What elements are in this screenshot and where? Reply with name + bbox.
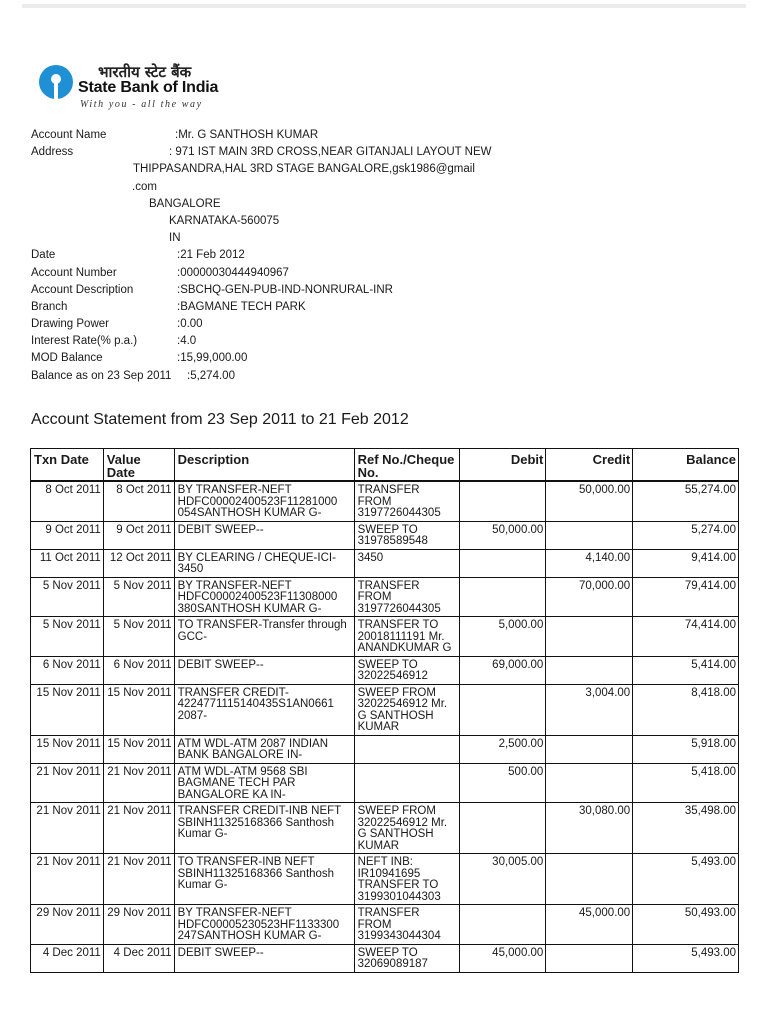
debit-cell bbox=[459, 577, 546, 617]
address-label: Address bbox=[31, 146, 74, 159]
address-line-1: THIPPASANDRA,HAL 3RD STAGE BANGALORE,gsk1986@gmail bbox=[133, 163, 475, 176]
debit-cell: 45,000.00 bbox=[459, 944, 546, 972]
balance-cell: 5,493.00 bbox=[633, 854, 739, 905]
table-row bbox=[31, 577, 739, 617]
debit-cell: 2,500.00 bbox=[459, 735, 546, 763]
txn-date-cell: 8 Oct 2011 bbox=[31, 481, 104, 521]
debit-cell: 500.00 bbox=[459, 763, 546, 803]
txn-date-cell: 6 Nov 2011 bbox=[31, 656, 104, 684]
description-cell: TO TRANSFER-INB NEFT SBINH11325168366 Santhosh Kumar G- bbox=[174, 854, 354, 905]
description-cell: BY TRANSFER-NEFT HDFC00002400523F11281000 054SANTHOSH KUMAR G- bbox=[174, 481, 354, 521]
value-date-cell: 9 Oct 2011 bbox=[103, 521, 174, 549]
debit-cell bbox=[459, 549, 546, 577]
balance-cell: 5,493.00 bbox=[633, 944, 739, 972]
credit-cell bbox=[546, 854, 633, 905]
txn-date-cell: 5 Nov 2011 bbox=[31, 617, 104, 657]
txn-date-cell: 9 Oct 2011 bbox=[31, 521, 104, 549]
credit-cell bbox=[546, 521, 633, 549]
account-name-label: Account Name bbox=[31, 129, 107, 141]
balance-cell: 74,414.00 bbox=[633, 617, 739, 657]
ref-cell: SWEEP TO 32022546912 bbox=[354, 656, 459, 684]
ref-cell: SWEEP FROM 32022546912 Mr. G SANTHOSH KUMAR bbox=[354, 803, 459, 854]
txn-date-cell: 15 Nov 2011 bbox=[31, 735, 104, 763]
address-state: KARNATAKA-560075 bbox=[169, 214, 280, 227]
ref-cell: SWEEP FROM 32022546912 Mr. G SANTHOSH KUMAR bbox=[354, 684, 459, 735]
table-row bbox=[31, 656, 739, 684]
value-date-cell: 29 Nov 2011 bbox=[103, 905, 174, 945]
table-row bbox=[31, 944, 739, 972]
opening-balance-value: :5,274.00 bbox=[187, 369, 235, 382]
credit-cell bbox=[546, 763, 633, 803]
ref-cell: 3450 bbox=[354, 549, 459, 577]
interest-rate-label: Interest Rate(% p.a.) bbox=[31, 335, 138, 348]
bank-tagline: With you - all the way bbox=[80, 99, 203, 110]
balance-cell: 9,414.00 bbox=[633, 549, 739, 577]
debit-cell: 30,005.00 bbox=[459, 854, 546, 905]
header-debit: Debit bbox=[459, 449, 546, 482]
address-country: IN bbox=[169, 232, 181, 245]
description-cell: TRANSFER CREDIT- 4224771115140435S1AN0661 2087- bbox=[174, 684, 354, 735]
bank-name: State Bank of India bbox=[78, 79, 219, 96]
debit-cell: 50,000.00 bbox=[459, 521, 546, 549]
address-city: BANGALORE bbox=[149, 197, 221, 210]
description-cell: DEBIT SWEEP-- bbox=[174, 944, 354, 972]
table-row bbox=[31, 617, 739, 657]
ref-cell: SWEEP TO 31978589548 bbox=[354, 521, 459, 549]
header-description: Description bbox=[174, 449, 354, 482]
table-row bbox=[31, 549, 739, 577]
debit-cell bbox=[459, 803, 546, 854]
table-row bbox=[31, 481, 739, 521]
sbi-logo bbox=[38, 62, 248, 118]
account-number-label: Account Number bbox=[31, 266, 117, 279]
statement-title: Account Statement from 23 Sep 2011 to 21 Feb 2012 bbox=[31, 411, 409, 428]
ref-cell bbox=[354, 735, 459, 763]
bank-hindi-name: भारतीय स्टेट बैंक bbox=[98, 63, 192, 81]
txn-date-cell: 15 Nov 2011 bbox=[31, 684, 104, 735]
header-value-date: Value Date bbox=[103, 449, 174, 482]
top-divider bbox=[22, 4, 746, 8]
debit-cell bbox=[459, 684, 546, 735]
ref-cell: SWEEP TO 32069089187 bbox=[354, 944, 459, 972]
header-ref-no: Ref No./Cheque No. bbox=[354, 449, 459, 482]
ref-cell: TRANSFER FROM 3197726044305 bbox=[354, 577, 459, 617]
txn-date-cell: 4 Dec 2011 bbox=[31, 944, 104, 972]
credit-cell: 70,000.00 bbox=[546, 577, 633, 617]
credit-cell: 45,000.00 bbox=[546, 905, 633, 945]
header-credit: Credit bbox=[546, 449, 633, 482]
balance-cell: 8,418.00 bbox=[633, 684, 739, 735]
interest-rate-value: :4.0 bbox=[177, 335, 197, 348]
mod-balance-value: :15,99,000.00 bbox=[177, 352, 248, 365]
credit-cell: 3,004.00 bbox=[546, 684, 633, 735]
value-date-cell: 21 Nov 2011 bbox=[103, 854, 174, 905]
balance-cell: 50,493.00 bbox=[633, 905, 739, 945]
address-value: : 971 IST MAIN 3RD CROSS,NEAR GITANJALI LAYOUT NEW bbox=[169, 146, 492, 159]
balance-cell: 5,274.00 bbox=[633, 521, 739, 549]
balance-cell: 5,414.00 bbox=[633, 656, 739, 684]
description-cell: ATM WDL-ATM 9568 SBI BAGMANE TECH PAR BANGALORE KA IN- bbox=[174, 763, 354, 803]
value-date-cell: 8 Oct 2011 bbox=[103, 481, 174, 521]
table-row bbox=[31, 735, 739, 763]
txn-date-cell: 21 Nov 2011 bbox=[31, 803, 104, 854]
description-cell: BY CLEARING / CHEQUE-ICI- 3450 bbox=[174, 549, 354, 577]
balance-cell: 5,918.00 bbox=[633, 735, 739, 763]
description-cell: BY TRANSFER-NEFT HDFC00005230523HF1133300 247SANTHOSH KUMAR G- bbox=[174, 905, 354, 945]
table-row bbox=[31, 854, 739, 905]
description-cell: DEBIT SWEEP-- bbox=[174, 656, 354, 684]
description-cell: TO TRANSFER-Transfer through GCC- bbox=[174, 617, 354, 657]
account-description-label: Account Description bbox=[31, 283, 134, 296]
drawing-power-value: :0.00 bbox=[177, 318, 203, 331]
value-date-cell: 21 Nov 2011 bbox=[103, 803, 174, 854]
value-date-cell: 12 Oct 2011 bbox=[103, 549, 174, 577]
credit-cell: 30,080.00 bbox=[546, 803, 633, 854]
table-row bbox=[31, 684, 739, 735]
date-label: Date bbox=[31, 249, 56, 262]
balance-cell: 55,274.00 bbox=[633, 481, 739, 521]
branch-value: :BAGMANE TECH PARK bbox=[177, 300, 306, 313]
table-row bbox=[31, 763, 739, 803]
ref-cell: TRANSFER FROM 3199343044304 bbox=[354, 905, 459, 945]
header-balance: Balance bbox=[633, 449, 739, 482]
value-date-cell: 4 Dec 2011 bbox=[103, 944, 174, 972]
value-date-cell: 21 Nov 2011 bbox=[103, 763, 174, 803]
credit-cell: 50,000.00 bbox=[546, 481, 633, 521]
balance-cell: 79,414.00 bbox=[633, 577, 739, 617]
balance-cell: 5,418.00 bbox=[633, 763, 739, 803]
transactions-table bbox=[30, 448, 739, 973]
account-number-value: :00000030444940967 bbox=[177, 266, 289, 279]
drawing-power-label: Drawing Power bbox=[31, 318, 109, 331]
address-line-2: .com bbox=[132, 180, 157, 193]
description-cell: ATM WDL-ATM 2087 INDIAN BANK BANGALORE IN- bbox=[174, 735, 354, 763]
value-date-cell: 15 Nov 2011 bbox=[103, 684, 174, 735]
header-txn-date: Txn Date bbox=[31, 449, 104, 482]
table-row bbox=[31, 521, 739, 549]
debit-cell bbox=[459, 481, 546, 521]
date-value: :21 Feb 2012 bbox=[177, 249, 245, 262]
branch-label: Branch bbox=[31, 300, 68, 313]
txn-date-cell: 29 Nov 2011 bbox=[31, 905, 104, 945]
txn-date-cell: 11 Oct 2011 bbox=[31, 549, 104, 577]
ref-cell: TRANSFER TO 20018111191 Mr. ANANDKUMAR G bbox=[354, 617, 459, 657]
sbi-keyhole-icon bbox=[38, 64, 74, 100]
description-cell: TRANSFER CREDIT-INB NEFT SBINH11325168366 Santhosh Kumar G- bbox=[174, 803, 354, 854]
table-row bbox=[31, 905, 739, 945]
txn-date-cell: 21 Nov 2011 bbox=[31, 854, 104, 905]
credit-cell bbox=[546, 617, 633, 657]
debit-cell: 69,000.00 bbox=[459, 656, 546, 684]
opening-balance-label: Balance as on 23 Sep 2011 bbox=[31, 369, 172, 382]
account-name-value: :Mr. G SANTHOSH KUMAR bbox=[175, 129, 319, 141]
description-cell: DEBIT SWEEP-- bbox=[174, 521, 354, 549]
value-date-cell: 5 Nov 2011 bbox=[103, 617, 174, 657]
credit-cell bbox=[546, 735, 633, 763]
account-description-value: :SBCHQ-GEN-PUB-IND-NONRURAL-INR bbox=[177, 283, 393, 296]
description-cell: BY TRANSFER-NEFT HDFC00002400523F11308000 380SANTHOSH KUMAR G- bbox=[174, 577, 354, 617]
value-date-cell: 5 Nov 2011 bbox=[103, 577, 174, 617]
value-date-cell: 15 Nov 2011 bbox=[103, 735, 174, 763]
mod-balance-label: MOD Balance bbox=[31, 352, 103, 365]
ref-cell: NEFT INB: IR10941695 TRANSFER TO 3199301044303 bbox=[354, 854, 459, 905]
credit-cell bbox=[546, 944, 633, 972]
table-row bbox=[31, 803, 739, 854]
ref-cell bbox=[354, 763, 459, 803]
txn-date-cell: 21 Nov 2011 bbox=[31, 763, 104, 803]
debit-cell bbox=[459, 905, 546, 945]
credit-cell: 4,140.00 bbox=[546, 549, 633, 577]
ref-cell: TRANSFER FROM 3197726044305 bbox=[354, 481, 459, 521]
debit-cell: 5,000.00 bbox=[459, 617, 546, 657]
value-date-cell: 6 Nov 2011 bbox=[103, 656, 174, 684]
table-header-row bbox=[31, 449, 739, 482]
credit-cell bbox=[546, 656, 633, 684]
balance-cell: 35,498.00 bbox=[633, 803, 739, 854]
txn-date-cell: 5 Nov 2011 bbox=[31, 577, 104, 617]
